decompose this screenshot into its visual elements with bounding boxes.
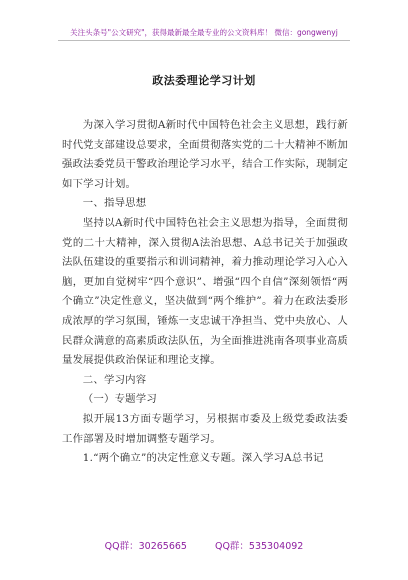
subsection-heading-topic-study: （一）专题学习 xyxy=(82,393,157,406)
header-divider xyxy=(58,40,350,41)
header-promo-note: 关注头条号"公文研究"，获得最新最全最专业的公文资料库！ 微信：gongwenyj xyxy=(70,28,338,37)
topic-study-paragraph: 拟开展13方面专题学习，另根据市委及上级党委政法委工作部署及时增加调整专题学习。 xyxy=(62,412,348,445)
section-heading-guiding-thought: 一、指导思想 xyxy=(82,197,147,210)
qq-group-1: QQ群：30265665 xyxy=(104,541,187,552)
footer-contact xyxy=(0,538,408,552)
topic-item-1: 1.“两个确立”的决定性意义专题。深入学习A总书记 xyxy=(82,452,324,465)
intro-paragraph: 为深入学习贯彻A新时代中国特色社会主义思想，践行新时代党支部建设总要求，全面贯彻落实党的二十大精神不断加强政法委党员干警政治理论学习水平，结合工作实际，现制定如下学习计划。 xyxy=(62,119,348,190)
document-body xyxy=(62,116,348,469)
guiding-thought-paragraph: 坚持以A新时代中国特色社会主义思想为指导，全面贯彻党的二十大精神，深入贯彻A法治思想、A总书记关于加强政法队伍建设的重要指示和训词精神，着力推动理论学习入心入脑，更加自觉树牢“四个意识”、增强“四个自信”深刻领悟“两个确立”决定性意义，坚决做到“两个维护”。着力在政法委形成浓厚的学习氛围，锤炼一支忠诚干净担当、党中央放心、人民群众满意的高素质政法队伍，为全面推进洮南各项事业高质量发展提供政治保证和理论支撑。 xyxy=(62,216,348,367)
section-heading-study-content: 二、学习内容 xyxy=(82,373,147,386)
qq-group-2: QQ群：535304092 xyxy=(214,541,304,552)
document-title: 政法委理论学习计划 xyxy=(152,74,256,87)
